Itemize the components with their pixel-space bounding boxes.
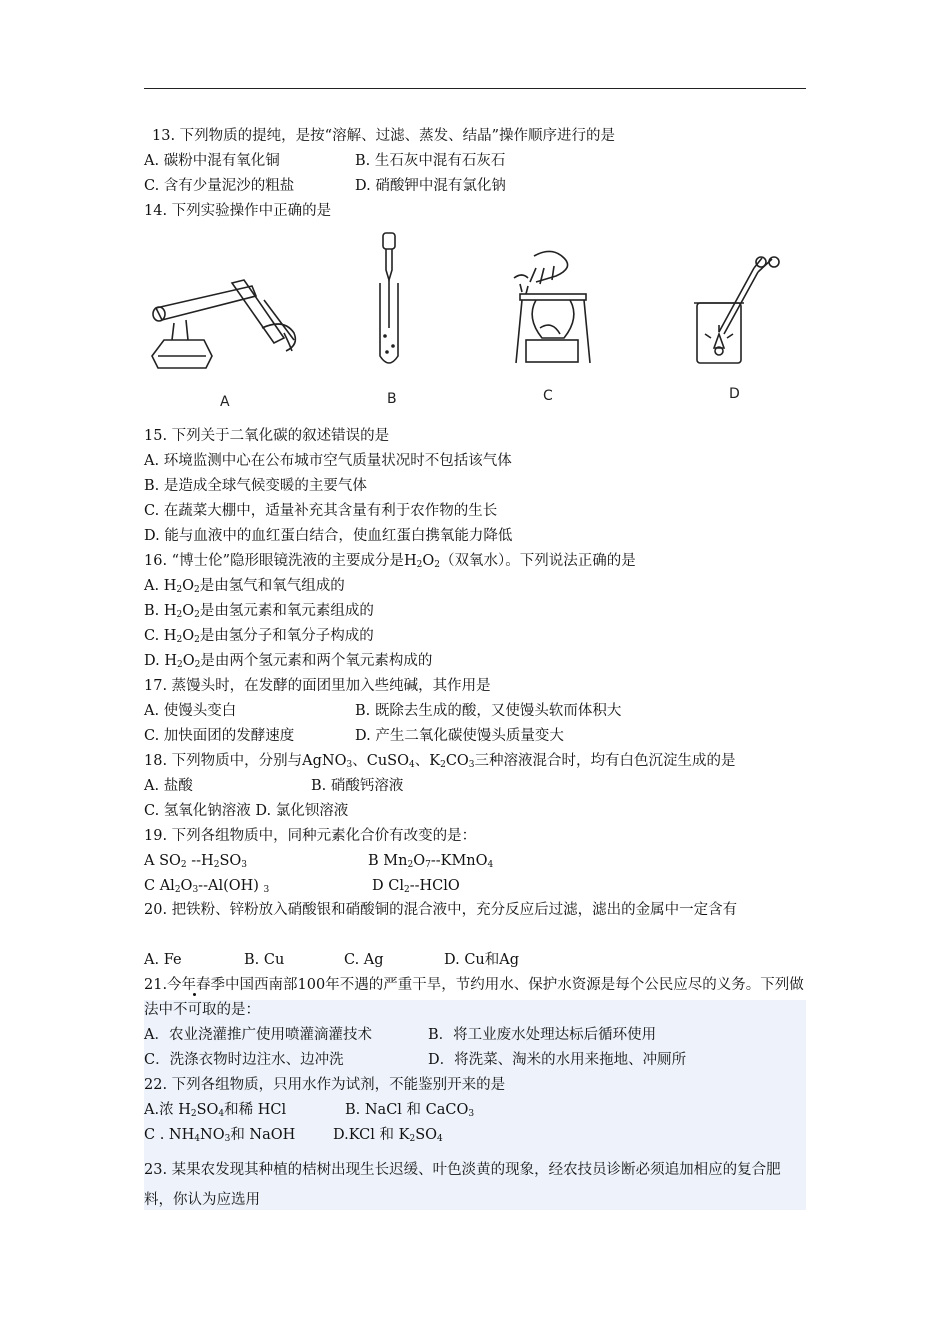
figure-a-heating-tube	[152, 280, 295, 368]
q15-option-b: B. 是造成全球气候变暖的主要气体	[144, 478, 367, 494]
q20-option-c: C. Ag	[344, 952, 384, 968]
figure-label-c: C	[543, 388, 553, 404]
q17-option-a: A. 使馒头变白	[144, 703, 237, 719]
q15-stem: 15. 下列关于二氧化碳的叙述错误的是	[144, 428, 390, 444]
figure-c-flask-on-stand	[514, 251, 590, 363]
q23-stem: 23. 某果农发现其种植的桔树出现生长迟缓、叶色淡黄的现象，经农技员诊断必须追加相应的复合肥料，你认为应选用	[144, 1162, 781, 1208]
q20-option-d: D. Cu和Ag	[444, 952, 520, 968]
q21-option-b: B．将工业废水处理达标后循环使用	[428, 1027, 657, 1043]
q19-stem: 19. 下列各组物质中，同种元素化合价有改变的是：	[144, 828, 477, 844]
q22-stem: 22. 下列各组物质，只用水作为试剂，不能鉴别开来的是	[144, 1077, 506, 1093]
q17-option-b: B. 既除去生成的酸，又使馒头软而体积大	[355, 703, 622, 719]
q21-emphasis: 不可取	[173, 998, 217, 1023]
q13-option-a: A. 碳粉中混有氧化铜	[144, 153, 280, 169]
q15-option-a: A. 环境监测中心在公布城市空气质量状况时不包括该气体	[144, 453, 512, 469]
figure-b-dropper-in-tube	[380, 233, 398, 363]
q18-option-a: A. 盐酸	[144, 778, 193, 794]
q22-option-c: C . $NH_4NO_3$和 NaOH	[144, 1127, 296, 1144]
q16-option-d: D. $H_2O_2$是由两个氢元素和两个氧元素构成的	[144, 653, 433, 670]
q16-option-a: A. $H_2O_2$是由氢气和氧气组成的	[144, 578, 345, 595]
q17-option-c: C. 加快面团的发酵速度	[144, 728, 295, 744]
q22-option-d: D.KCl 和 $K_2SO_4$	[333, 1127, 443, 1144]
q21-option-d: D．将洗菜、淘米的水用来拖地、冲厕所	[428, 1052, 687, 1068]
q19-option-d: D $Cl_2-$-HClO	[372, 878, 460, 895]
q20-option-b: B. Cu	[244, 952, 285, 968]
figure-label-a: A	[220, 394, 230, 410]
q14-stem: 14. 下列实验操作中正确的是	[144, 203, 332, 219]
q16-option-b: B. $H_2O_2$是由氢元素和氧元素组成的	[144, 603, 374, 620]
q21-stem: 21.今年春季中国西南部100年不遇的严重干旱，节约用水、保护水资源是每个公民应尽的义务。下列做法中不可取的是：	[144, 973, 806, 1023]
q14-figures	[144, 228, 784, 413]
q18-stem: 18. 下列物质中，分别与AgNO$_3$、CuSO$_4$、$K_2CO_3$三种溶液混合时，均有白色沉淀生成的是	[144, 753, 736, 770]
q13-option-b: B. 生石灰中混有石灰石	[355, 153, 506, 169]
figure-d-jar-burning	[694, 257, 779, 363]
q13-option-c: C. 含有少量泥沙的粗盐	[144, 178, 295, 194]
q17-stem: 17. 蒸馒头时，在发酵的面团里加入些纯碱，其作用是	[144, 678, 491, 694]
figure-label-d: D	[729, 386, 740, 402]
header-rule	[144, 88, 806, 89]
figure-label-b: B	[387, 391, 397, 407]
q20-stem: 20. 把铁粉、锌粉放入硝酸银和硝酸铜的混合液中，充分反应后过滤，滤出的金属中一定含有	[144, 902, 738, 918]
q17-option-d: D. 产生二氧化碳使馒头质量变大	[355, 728, 564, 744]
q16-option-c: C. $H_2O_2$是由氢分子和氧分子构成的	[144, 628, 374, 645]
q18-option-b: B. 硝酸钙溶液	[311, 778, 404, 794]
q15-option-d: D. 能与血液中的血红蛋白结合，使血红蛋白携氧能力降低	[144, 528, 513, 544]
q22-option-b: B. NaCl 和 CaCO$_3$	[345, 1102, 475, 1119]
q18-option-cd: C. 氢氧化钠溶液 D. 氯化钡溶液	[144, 803, 349, 819]
q20-option-a: A. Fe	[144, 952, 182, 968]
q21-option-a: A．农业浇灌推广使用喷灌滴灌技术	[144, 1027, 372, 1043]
q22-option-a: A.浓 $H_2SO_4$和稀 HCl	[144, 1102, 287, 1119]
q21-option-c: C．洗涤衣物时边注水、边冲洗	[144, 1052, 344, 1068]
q19-option-a: A $SO_2$ $--H_2SO_3$	[144, 853, 247, 870]
q15-option-c: C. 在蔬菜大棚中，适量补充其含量有利于农作物的生长	[144, 503, 498, 519]
q13-option-d: D. 硝酸钾中混有氯化钠	[355, 178, 506, 194]
q16-stem: 16. “博士伦”隐形眼镜洗液的主要成分是$H_2O_2$（双氧水）。下列说法正确的是	[144, 553, 636, 570]
q19-option-c: C $Al_2O_3--Al(OH)$ $_3$	[144, 878, 270, 895]
q19-option-b: B $Mn_2O_7--KMnO_4$	[368, 853, 494, 870]
q13-stem: 13. 下列物质的提纯，是按“溶解、过滤、蒸发、结晶”操作顺序进行的是	[152, 128, 615, 144]
